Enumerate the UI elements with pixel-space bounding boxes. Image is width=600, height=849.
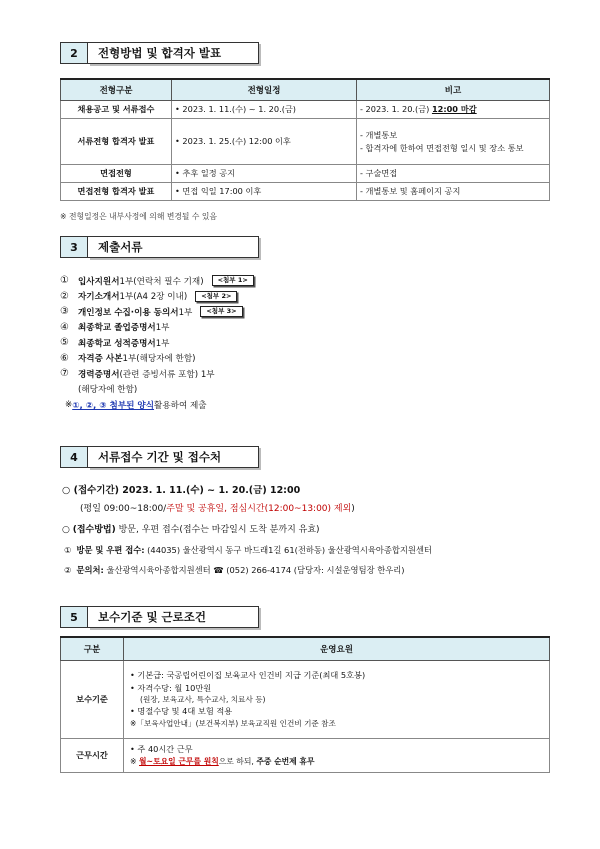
period-exclusion: 주말 및 공휴일, 점심시간(12:00~13:00) 제외 — [166, 504, 352, 514]
list-item — [60, 366, 560, 382]
period-hours: (평일 09:00~18:00/ — [80, 504, 167, 514]
note-cell: - 구술면접 — [357, 165, 550, 183]
item-number: ① — [60, 275, 69, 287]
list-item — [60, 304, 560, 320]
document-detail: 1부(A4 2장 이내) — [119, 292, 188, 303]
table-row — [61, 165, 550, 183]
attachment-tag: <첨부 2> — [195, 291, 237, 302]
section-number: 3 — [60, 236, 88, 258]
list-item — [60, 273, 560, 289]
document-name: 최종학교 성적증명서 — [78, 338, 156, 349]
list-item-continuation — [60, 382, 560, 398]
address-value: (44035) 울산광역시 동구 바드래1길 61(전하동) 울산광역시육아종합지원센터 — [144, 545, 432, 555]
schedule-cell: • 추후 일정 공지 — [172, 165, 357, 183]
note-suffix: 활용하여 제출 — [154, 400, 207, 411]
submission-address — [64, 544, 564, 556]
table-row — [61, 119, 550, 165]
header-schedule: 전형일정 — [172, 79, 357, 101]
method-label: (접수방법) — [72, 525, 116, 535]
schedule-cell: • 면접 익일 17:00 이후 — [172, 183, 357, 201]
pay-item: ※「보육사업안내」(보건복지부) 보육교직원 인건비 기준 참조 — [130, 718, 336, 728]
attachment-tag: <첨부 1> — [212, 275, 254, 286]
document-name: 최종학교 졸업증명서 — [78, 323, 156, 334]
table-row — [61, 661, 550, 739]
section-3-heading — [60, 236, 259, 258]
address-label: 방문 및 우편 접수: — [76, 545, 145, 555]
section-title: 서류접수 기간 및 접수처 — [88, 446, 259, 468]
submission-period: ○ (접수기간) 2023. 1. 11.(수) ~ 1. 20.(금) 12:00 — [62, 485, 301, 496]
document-name: 입사지원서 — [78, 276, 120, 287]
item-number: ⑥ — [60, 352, 69, 364]
submission-method — [62, 522, 562, 535]
note-line: - 개별통보 — [360, 130, 398, 140]
table-header-row — [61, 79, 550, 101]
submission-period-detail — [80, 501, 580, 514]
table-row — [61, 739, 550, 773]
pay-conditions-table — [60, 636, 550, 773]
item-number: ② — [60, 290, 69, 302]
section-number: 4 — [60, 446, 88, 468]
document-detail: 1부(해당자에 한함) — [122, 354, 196, 365]
period-close: ) — [351, 504, 355, 514]
stage-cell: 채용공고 및 서류접수 — [61, 101, 172, 119]
document-name: 개인정보 수집·이용 동의서 — [78, 307, 179, 318]
contact-label: 문의처: — [76, 565, 104, 575]
section-title: 제출서류 — [88, 236, 259, 258]
address-number: ① — [64, 545, 72, 555]
work-rest: 주중 순번제 휴무 — [256, 756, 315, 766]
category-cell: 근무시간 — [61, 739, 124, 773]
pay-item: • 기본급: 국공립어린이집 보육교사 인건비 지급 기준(최대 5호봉) — [130, 670, 366, 680]
document-detail: 1부(연락처 필수 기재) — [119, 276, 204, 287]
header-staff: 운영요원 — [124, 637, 550, 661]
list-item — [60, 289, 560, 305]
attachment-link[interactable]: ①, ②, ③ 첨부된 양식 — [72, 400, 155, 411]
item-number: ⑦ — [60, 368, 69, 380]
pay-details-cell — [124, 661, 550, 739]
stage-cell: 면접전형 합격자 발표 — [61, 183, 172, 201]
required-documents-list — [60, 273, 560, 413]
note-cell — [357, 101, 550, 119]
document-detail: 1부 — [155, 323, 170, 334]
item-number: ⑤ — [60, 337, 69, 349]
contact-value: 울산광역시육아종합지원센터 ☎ (052) 266-4174 (담당자: 시설운영팀장 한우리) — [103, 565, 405, 575]
section-number: 5 — [60, 606, 88, 628]
list-item — [60, 320, 560, 336]
table-row — [61, 101, 550, 119]
note-text: - 2023. 1. 20.(금) — [360, 104, 432, 114]
document-detail: (해당자에 한함) — [78, 385, 138, 396]
header-note: 비고 — [357, 79, 550, 101]
stage-cell: 서류전형 합격자 발표 — [61, 119, 172, 165]
document-detail: (관련 증빙서류 포함) 1부 — [119, 369, 215, 380]
document-name: 자기소개서 — [78, 292, 120, 303]
pay-item-sub: (원장, 보육교사, 특수교사, 치료사 등) — [140, 695, 266, 704]
item-number: ④ — [60, 321, 69, 333]
selection-schedule-table — [60, 78, 550, 201]
note-cell: - 개별통보 및 홈페이지 공지 — [357, 183, 550, 201]
work-item — [130, 756, 546, 769]
section-5-heading — [60, 606, 259, 628]
table-row — [61, 183, 550, 201]
list-item — [60, 351, 560, 367]
list-item — [60, 335, 560, 351]
work-mid: 으로 하되, — [218, 756, 257, 766]
document-name: 경력증명서 — [78, 369, 120, 380]
work-rule: 월~토요일 근무를 원칙 — [139, 756, 219, 766]
item-number: ③ — [60, 306, 69, 318]
work-item: • 주 40시간 근무 — [130, 744, 193, 754]
category-cell: 보수기준 — [61, 661, 124, 739]
pay-item: • 자격수당: 월 10만원 — [130, 682, 212, 693]
pay-item: • 명절수당 및 4대 보험 적용 — [130, 706, 233, 716]
section-2-heading — [60, 42, 259, 64]
document-detail: 1부 — [178, 307, 193, 318]
attachment-tag: <첨부 3> — [200, 306, 242, 317]
method-value: 방문, 우편 접수(접수는 마감일시 도착 분까지 유효) — [115, 525, 320, 535]
stage-cell: 면접전형 — [61, 165, 172, 183]
document-name: 자격증 사본 — [78, 354, 123, 365]
contact-info — [64, 564, 564, 576]
deadline-text: 12:00 마감 — [431, 104, 477, 114]
schedule-footnote: ※ 전형일정은 내부사정에 의해 변경될 수 있음 — [60, 212, 217, 221]
header-category: 구분 — [61, 637, 124, 661]
section-title: 보수기준 및 근로조건 — [88, 606, 259, 628]
table-header-row — [61, 637, 550, 661]
work-details-cell — [124, 739, 550, 773]
contact-number: ② — [64, 565, 72, 575]
method-bullet: ○ — [62, 525, 73, 535]
note-prefix: ※ — [65, 399, 73, 410]
document-detail: 1부 — [155, 338, 170, 349]
schedule-cell: • 2023. 1. 11.(수) ~ 1. 20.(금) — [172, 101, 357, 119]
note-line: - 합격자에 한하여 면접전형 일시 및 장소 통보 — [360, 142, 524, 153]
section-number: 2 — [60, 42, 88, 64]
section-title: 전형방법 및 합격자 발표 — [88, 42, 259, 64]
schedule-cell: • 2023. 1. 25.(수) 12:00 이후 — [172, 119, 357, 165]
header-stage: 전형구분 — [61, 79, 172, 101]
section-4-heading — [60, 446, 259, 468]
attachment-note — [60, 397, 560, 413]
note-cell — [357, 119, 550, 165]
work-prefix: ※ — [130, 756, 140, 766]
